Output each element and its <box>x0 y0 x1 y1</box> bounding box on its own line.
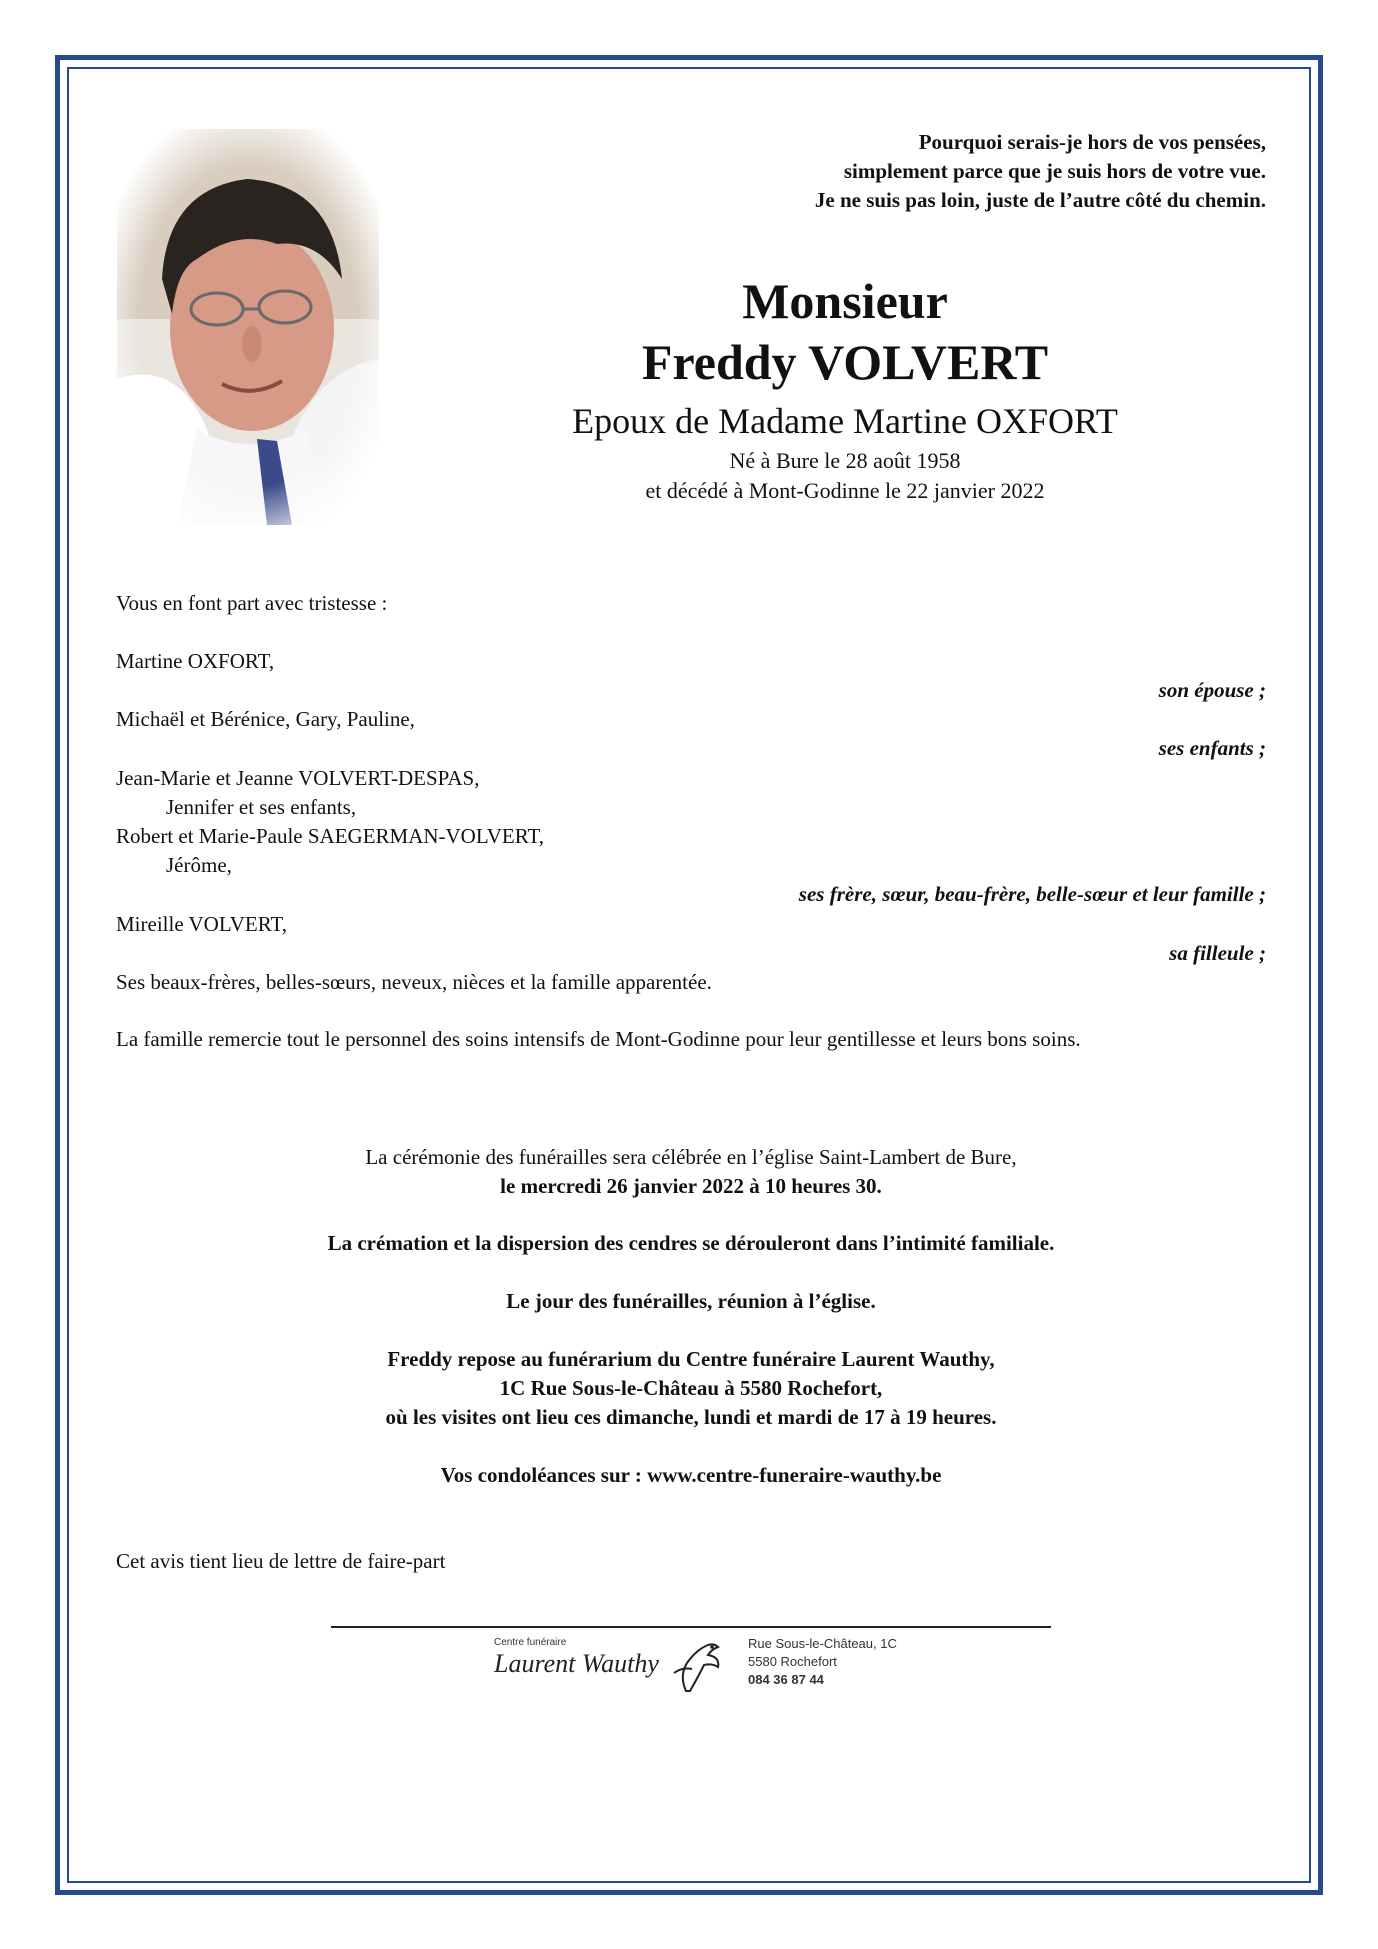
family-relation: ses enfants ; <box>1158 736 1266 760</box>
logo-address <box>748 1635 897 1689</box>
address-line: Rue Sous-le-Château, 1C <box>748 1636 897 1651</box>
civility-title: Monsieur <box>742 273 948 329</box>
family-names: Robert et Marie-Paule SAEGERMAN-VOLVERT, <box>116 824 545 848</box>
footer-rule <box>331 1626 1051 1628</box>
family-names: Martine OXFORT, <box>116 649 275 673</box>
thanks-paragraph: La famille remercie tout le personnel des soins intensifs de Mont-Godinne pour leur gentillesse et leurs bons soins. <box>116 1027 1081 1051</box>
cremation-note: La crémation et la dispersion des cendres se dérouleront dans l’intimité familiale. <box>327 1231 1055 1255</box>
funeral-home-logo <box>490 1633 930 1695</box>
deceased-name: Freddy VOLVERT <box>641 334 1049 390</box>
family-sub-names: Jennifer et ses enfants, <box>166 795 357 819</box>
logo-script-text: Laurent Wauthy <box>494 1649 659 1678</box>
dove-icon <box>668 1633 724 1695</box>
repose-line: où les visites ont lieu ces dimanche, lundi et mardi de 17 à 19 heures. <box>385 1405 997 1429</box>
repose-line: 1C Rue Sous-le-Château à 5580 Rochefort, <box>499 1376 883 1400</box>
repose-line: Freddy repose au funérarium du Centre funéraire Laurent Wauthy, <box>387 1347 995 1371</box>
family-names: Mireille VOLVERT, <box>116 912 288 936</box>
extended-family: Ses beaux-frères, belles-sœurs, neveux, nièces et la famille apparentée. <box>116 970 712 994</box>
family-relation: sa filleule ; <box>1169 941 1266 965</box>
reunion-note: Le jour des funérailles, réunion à l’église. <box>506 1289 876 1313</box>
ceremony-line: La cérémonie des funérailles sera célébrée en l’église Saint-Lambert de Bure, <box>365 1145 1017 1169</box>
footer-note: Cet avis tient lieu de lettre de faire-part <box>116 1549 446 1573</box>
address-line: 5580 Rochefort <box>748 1654 837 1669</box>
ceremony-date: le mercredi 26 janvier 2022 à 10 heures 30. <box>500 1174 882 1198</box>
spouse-line: Epoux de Madame Martine OXFORT <box>572 401 1118 441</box>
family-intro: Vous en font part avec tristesse : <box>116 591 388 615</box>
condolences-line: Vos condoléances sur : www.centre-funeraire-wauthy.be <box>440 1463 942 1487</box>
family-relation: ses frère, sœur, beau-frère, belle-sœur et leur famille ; <box>798 882 1266 906</box>
family-names: Jean-Marie et Jeanne VOLVERT-DESPAS, <box>116 766 480 790</box>
death-line: et décédé à Mont-Godinne le 22 janvier 2022 <box>645 478 1045 503</box>
memorial-quote <box>815 128 1266 215</box>
portrait-photo <box>117 129 379 525</box>
logo-small-text: Centre funéraire <box>494 1637 567 1648</box>
phone-number: 084 36 87 44 <box>748 1672 824 1687</box>
quote-line: Pourquoi serais-je hors de vos pensées, <box>918 130 1266 154</box>
family-relation: son épouse ; <box>1158 678 1266 702</box>
quote-line: simplement parce que je suis hors de votre vue. <box>843 159 1266 183</box>
family-names: Michaël et Bérénice, Gary, Pauline, <box>116 707 415 731</box>
birth-line: Né à Bure le 28 août 1958 <box>729 448 961 473</box>
life-dates <box>420 446 1270 506</box>
family-sub-names: Jérôme, <box>166 853 232 877</box>
quote-line: Je ne suis pas loin, juste de l’autre côté du chemin. <box>814 188 1266 212</box>
